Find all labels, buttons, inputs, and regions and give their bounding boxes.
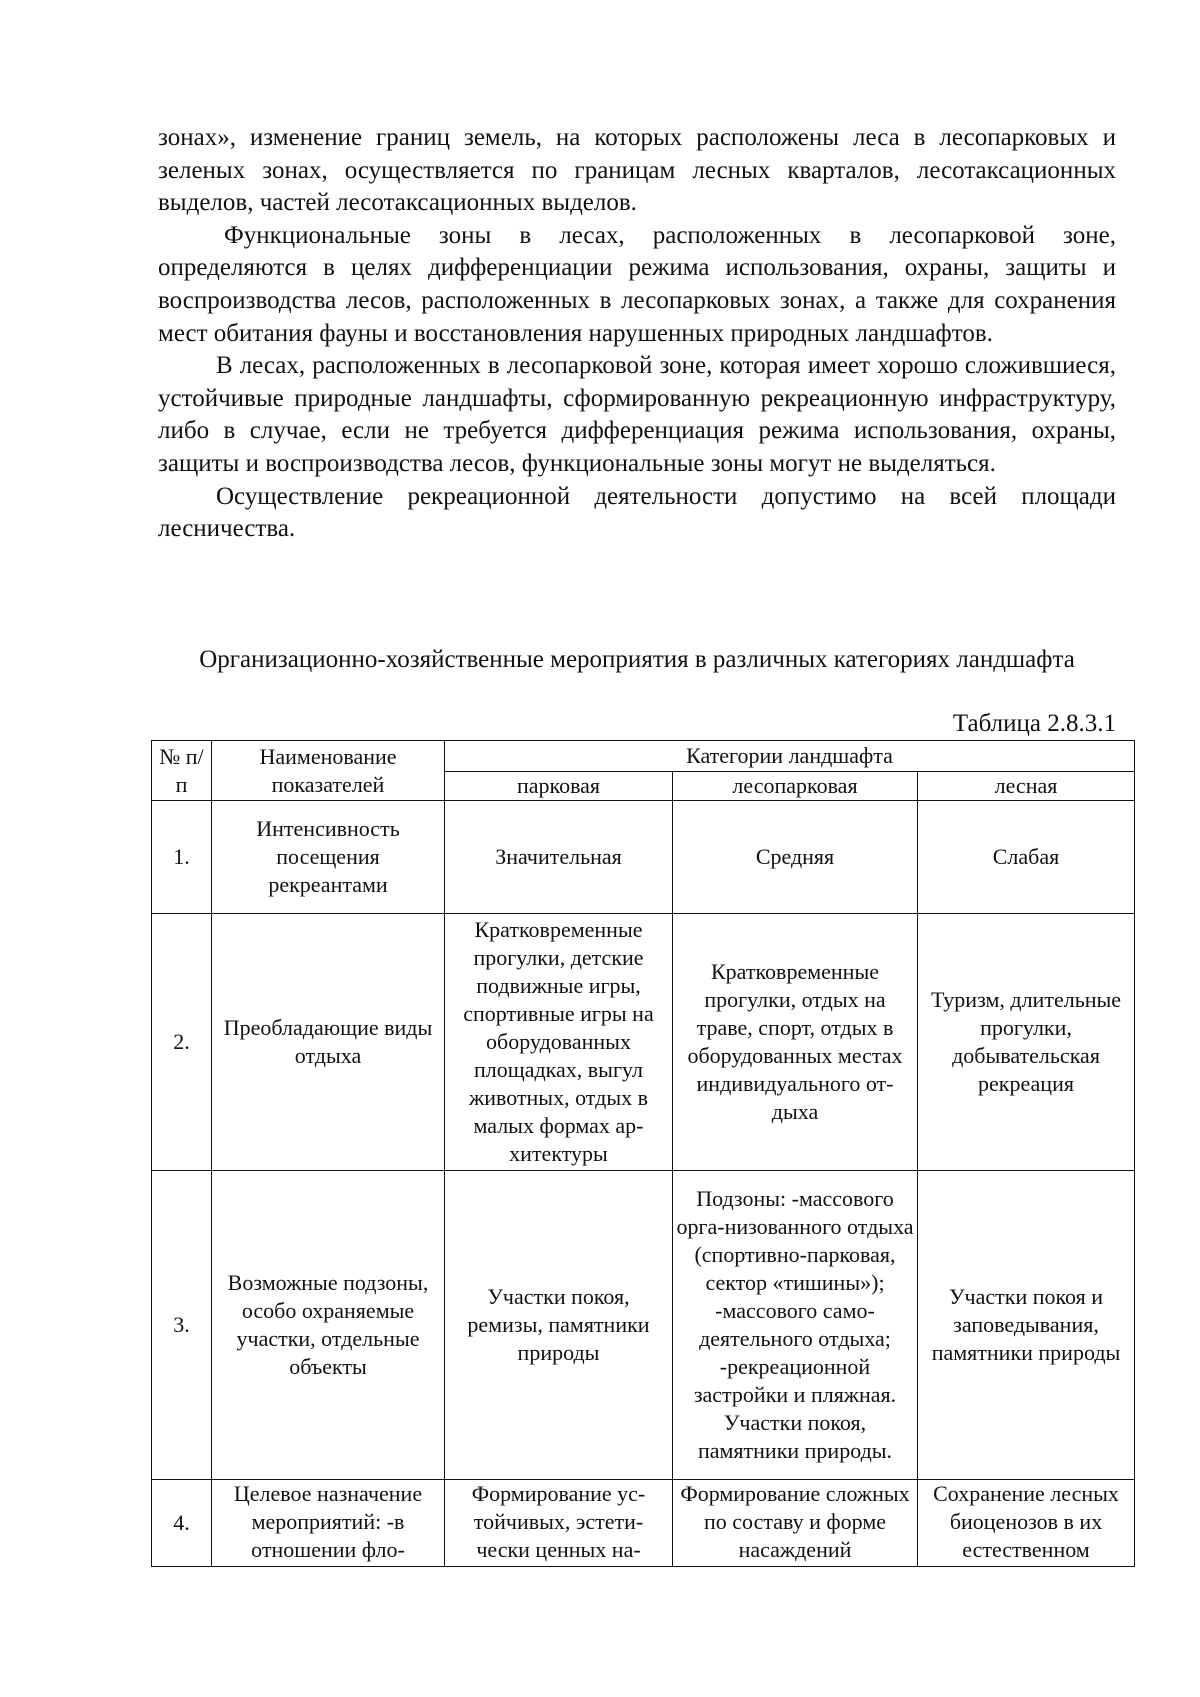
row-num: 1. — [152, 801, 212, 914]
table-row — [152, 914, 1135, 1171]
paragraph-4: Осуществление рекреационной деятельности допустимо на всей площади лесничества. — [158, 482, 1116, 543]
row-park: Значительная — [445, 801, 673, 914]
row-name: Возможные подзоны, особо охраняемые участки, отдельные объекты — [212, 1171, 445, 1480]
header-forest: лесная — [918, 772, 1135, 801]
row-name: Интенсивность посещения рекреантами — [212, 801, 445, 914]
row-name: Преобладающие виды отдыха — [212, 914, 445, 1171]
row-park: Кратковременные прогулки, детские подвижные игры, спортивные игры на оборудованных площадках, выгул животных, отдых в малых формах ар-хитектуры — [445, 914, 673, 1171]
row-num: 4. — [152, 1480, 212, 1567]
row-forest: Туризм, длительные прогулки, добывательская рекреация — [918, 914, 1135, 1171]
row-forest: Участки покоя и заповедывания, памятники природы — [918, 1171, 1135, 1480]
landscape-table — [151, 740, 1135, 1567]
row-forest-park: Кратковременные прогулки, отдых на траве, спорт, отдых в оборудованных местах индивидуального от-дыха — [673, 914, 918, 1171]
table-row — [152, 1480, 1135, 1567]
header-forest-park: лесопарковая — [673, 772, 918, 801]
header-categories: Категории ландшафта — [445, 741, 1135, 772]
row-name: Целевое назначение мероприятий: -в отношении фло- — [212, 1480, 445, 1567]
header-park: парковая — [445, 772, 673, 801]
body-text — [158, 122, 1116, 546]
paragraph-3: В лесах, расположенных в лесопарковой зоне, которая имеет хорошо сложившиеся, устойчивые природные ландшафты, сформированную рекреационную инфраструктуру, либо в случае, если не требуется дифференциация режима использования, охраны, защиты и воспроизводства лесов, функциональные зоны могут не выделяться. — [158, 352, 1116, 477]
row-park: Формирование ус-тойчивых, эстети-чески ценных на- — [445, 1480, 673, 1567]
header-name: Наименование показателей — [212, 741, 445, 801]
row-forest: Сохранение лесных биоценозов в их естественном — [918, 1480, 1135, 1567]
row-forest-park: Подзоны: -массового орга-низованного отдыха (спортивно-парковая, сектор «тишины»); -массового само-деятельного отдыха; -рекреационной застройки и пляжная. Участки покоя, памятники природы. — [673, 1171, 918, 1480]
table-header-row — [152, 741, 1135, 772]
table-row — [152, 1171, 1135, 1480]
table-number: Таблица 2.8.3.1 — [952, 710, 1116, 737]
paragraph-1: зонах», изменение границ земель, на которых расположены леса в лесопарковых и зеленых зонах, осуществляется по границам лесных кварталов, лесотаксационных выделов, частей лесотаксационных выделов. — [158, 124, 1116, 217]
row-num: 3. — [152, 1171, 212, 1480]
row-forest: Слабая — [918, 801, 1135, 914]
header-num: № п/п — [152, 741, 212, 801]
paragraph-2: Функциональные зоны в лесах, расположенных в лесопарковой зоне, определяются в целях дифференциации режима использования, охраны, защиты и воспроизводства лесов, расположенных в лесопарковых зонах, а также для сохранения мест обитания фауны и восстановления нарушенных природных ландшафтов. — [158, 221, 1116, 347]
row-forest-park: Формирование сложных по составу и форме насаждений — [673, 1480, 918, 1567]
row-num: 2. — [152, 914, 212, 1171]
table-title: Организационно-хозяйственные мероприятия в различных категориях ландшафта — [199, 646, 1075, 673]
row-forest-park: Средняя — [673, 801, 918, 914]
table-row — [152, 801, 1135, 914]
row-park: Участки покоя, ремизы, памятники природы — [445, 1171, 673, 1480]
